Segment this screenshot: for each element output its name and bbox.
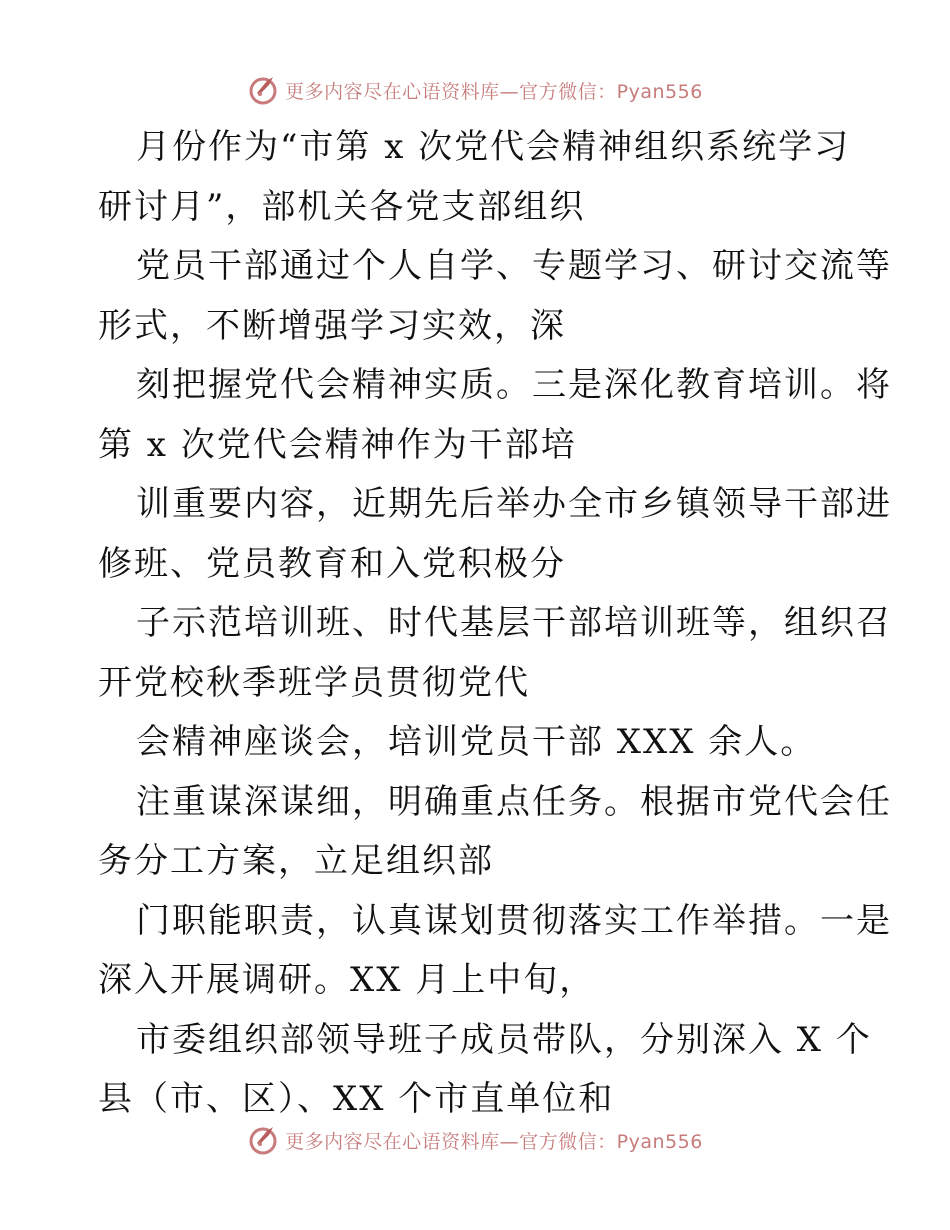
header-watermark [0, 72, 950, 108]
text-line: 注重谋深谋细，明确重点任务。根据市党代会任 [136, 781, 892, 822]
text-line: 开党校秋季班学员贯彻党代 [98, 662, 530, 703]
text-line: 形式，不断增强学习实效，深 [98, 305, 566, 346]
document-body [98, 118, 892, 1130]
text-line: 务分工方案，立足组织部 [98, 841, 494, 881]
text-line: 门职能职责，认真谋划贯彻落实工作举措。一是 [136, 900, 892, 941]
text-line: 训重要内容，近期先后举办全市乡镇领导干部进 [136, 484, 892, 524]
text-line: 子示范培训班、时代基层干部培训班等，组织召 [136, 603, 892, 643]
logo-icon [247, 73, 281, 107]
watermark-text: 更多内容尽在心语资料库—官方微信：Pyan556 [285, 80, 703, 103]
text-line: 研讨月”，部机关各党支部组织 [98, 186, 586, 227]
logo-icon [247, 1123, 281, 1157]
watermark-text: 更多内容尽在心语资料库—官方微信：Pyan556 [285, 1130, 703, 1153]
text-line: 刻把握党代会精神实质。三是深化教育培训。将 [136, 365, 892, 405]
text-line: 第 x 次党代会精神作为干部培 [98, 424, 577, 465]
text-line: 市委组织部领导班子成员带队，分别深入 X 个 [136, 1019, 872, 1060]
text-line: 县（市、区）、XX 个市直单位和 [98, 1079, 615, 1119]
footer-watermark [0, 1122, 950, 1158]
text-line: 会精神座谈会，培训党员干部 XXX 余人。 [136, 722, 817, 762]
text-line: 修班、党员教育和入党积极分 [98, 543, 566, 584]
text-line: 月份作为“市第 x 次党代会精神组织系统学习 [136, 127, 851, 167]
text-line: 深入开展调研。XX 月上中旬， [98, 960, 596, 1000]
text-line: 党员干部通过个人自学、专题学习、研讨交流等 [136, 246, 892, 286]
